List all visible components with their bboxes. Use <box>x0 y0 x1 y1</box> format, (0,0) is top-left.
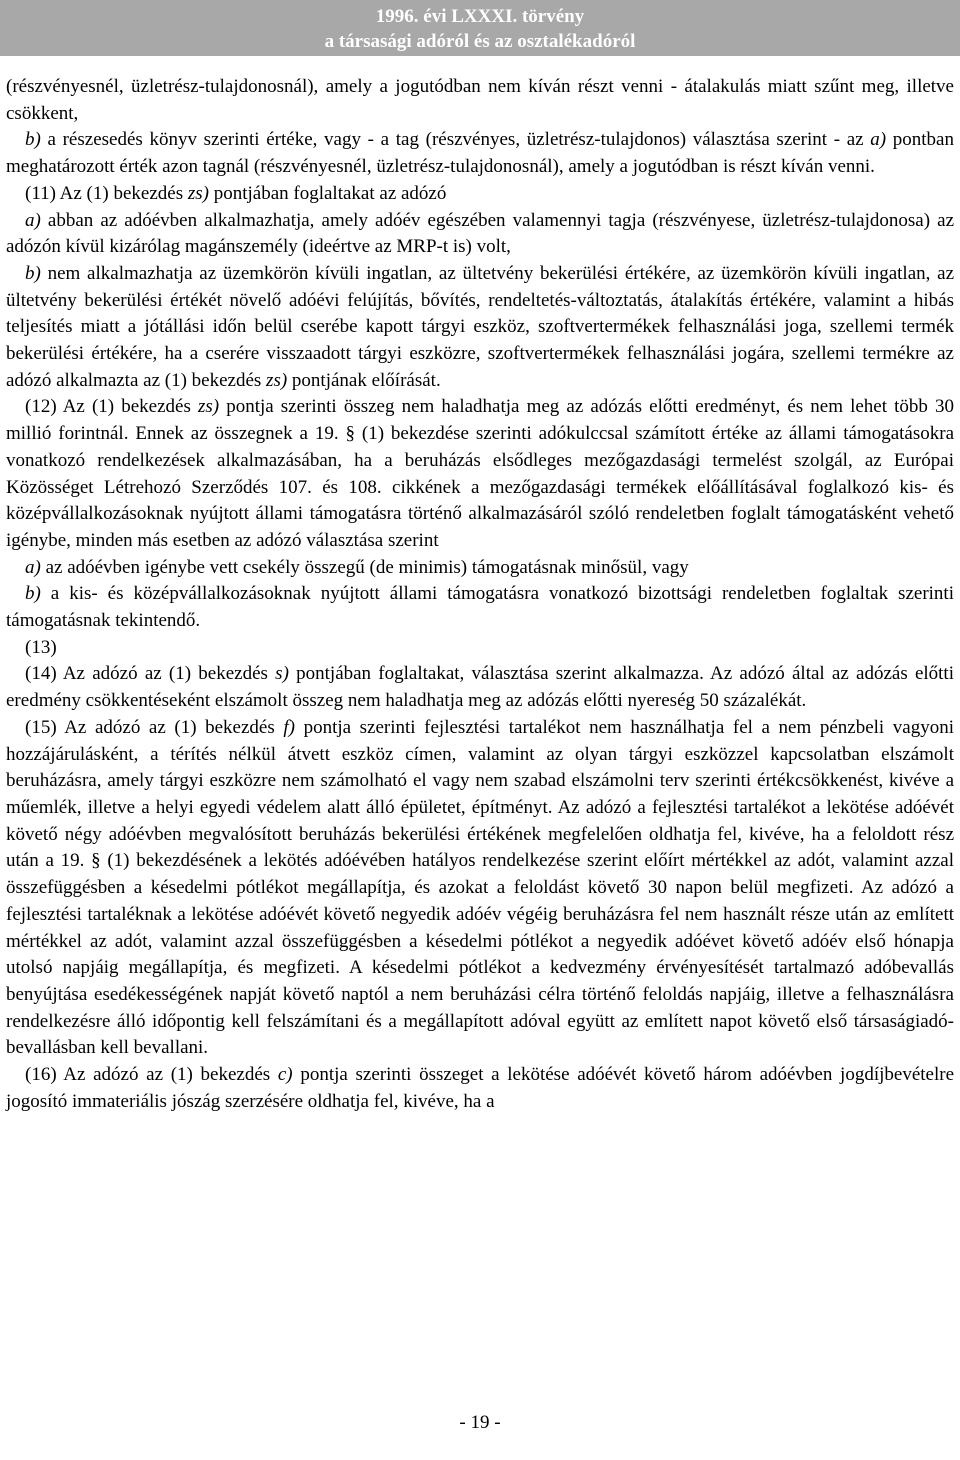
list-label: b) <box>25 262 41 284</box>
paragraph: (14) Az adózó az (1) bekezdés s) pontjában foglaltakat, választása szerint alkalmazza. Az adózó által az adózás előtti eredmény csökkentéseként elszámolt összeg nem haladhatja meg az adózás előtti nyereség 50 százalékát. <box>6 663 954 712</box>
paragraph: (részvényesnél, üzletrész-tulajdonosnál), amely a jogutódban nem kíván részt venni - átalakulás miatt szűnt meg, illetve csökkent, <box>6 76 954 124</box>
page-header <box>0 0 960 56</box>
header-law-subtitle: a társasági adóról és az osztalékadóról <box>324 31 636 52</box>
cross-reference: zs) <box>266 369 288 391</box>
paragraph: b) a kis- és középvállalkozásoknak nyújtott állami támogatásra vonatkozó bizottsági rendeletben foglaltak szerinti támogatásnak tekintendő. <box>6 583 954 632</box>
list-label: a) <box>25 556 41 578</box>
header-law-title: 1996. évi LXXXI. törvény <box>375 6 585 27</box>
cross-reference: zs) <box>197 396 220 418</box>
paragraph: (12) Az (1) bekezdés zs) pontja szerinti összeg nem haladhatja meg az adózás előtti eredményt, és nem lehet több 30 millió forintnál. Ennek az összegnek a 19. § (1) bekezdése szerinti adókulccsal számított értéke az állami támogatásokra vonatkozó rendelkezések alkalmazásában, ha a beruházás elsődleges mezőgazdasági termelést szolgál, az Európai Közösséget Létrehozó Szerződés 107. és 108. cikkének a mezőgazdasági termékek előállításával foglalkozó kis- és középvállalkozásoknak nyújtott állami támogatásra történő alkalmazásáról szóló rendeletben foglalt támogatásként vehető igénybe, minden más esetben az adózó választása szerint <box>6 396 954 551</box>
document-body <box>6 74 954 1115</box>
cross-reference: f) <box>283 716 295 738</box>
cross-reference: c) <box>277 1064 293 1086</box>
list-label: a) <box>25 209 41 231</box>
list-label: b) <box>25 583 41 605</box>
cross-reference: a) <box>870 129 887 151</box>
paragraph: a) az adóévben igénybe vett csekély összegű (de minimis) támogatásnak minősül, vagy <box>25 556 689 578</box>
paragraph: (15) Az adózó az (1) bekezdés f) pontja szerinti fejlesztési tartalékot nem használhatja fel a nem pénzbeli vagyoni hozzájárulásként, a térítés nélkül átvett eszköz címen, valamint az olyan tárgyi eszközzel kapcsolatban elszámolt beruházásra, amely tárgyi eszközre nem számolható el vagy nem szabad elszámolni terv szerinti értékcsökkenést, kivéve a műemlék, illetve a helyi egyedi védelem alatt álló épületet, építményt. Az adózó a fejlesztési tartalékot a lekötése adóévét követő négy adóévben megvalósított beruházás bekerülési értékének megfelelően oldhatja fel, kivéve, ha a feloldott rész után a 19. § (1) bekezdésének a lekötés adóévében hatályos rendelkezése szerint előírt mértékkel az adót, valamint azzal összefüggésben a késedelmi pótlékot megállapítja, és azokat a feloldást követő 30 napon belül megfizeti. Az adózó a fejlesztési tartaléknak a lekötése adóévét követő negyedik adóév végéig beruházásra fel nem használt része után az említett mértékkel az adót, valamint azzal összefüggésben a késedelmi pótlékot a negyedik adóévet követő adóév első hónapja utolsó napjáig megállapítja, és megfizeti. A késedelmi pótlékot a kedvezmény érvényesítését tartalmazó adóbevallás benyújtása esedékességének napját követő naptól a nem beruházási célra történő feloldás napjáig, illetve a felhasználásra rendelkezésre álló időpontig kell felszámítani és a megállapított adóval együtt az említett napot követő első társaságiadó-bevallásban kell bevallani. <box>6 716 955 1059</box>
paragraph: (11) Az (1) bekezdés zs) pontjában foglaltakat az adózó <box>25 182 447 204</box>
page-number: - 19 - <box>459 1412 501 1433</box>
paragraph: (16) Az adózó az (1) bekezdés c) pontja szerinti összeget a lekötése adóévét követő három adóévben jogdíjbevételre jogosító immateriális jószág szerzésére oldhatja fel, kivéve, ha a <box>6 1064 955 1112</box>
paragraph: b) a részesedés könyv szerinti értéke, vagy - a tag (részvényes, üzletrész-tulajdonos) választása szerint - az a) pontban meghatározott érték azon tagnál (részvényesnél, üzletrész-tulajdonosnál), amely a jogutódban is részt kíván venni. <box>6 129 954 178</box>
paragraph: a) abban az adóévben alkalmazhatja, amely adóév egészében valamennyi tagja (részvényese, üzletrész-tulajdonosa) az adózón kívül kizárólag magánszemély (ideértve az MRP-t is) volt, <box>6 209 954 258</box>
cross-reference: s) <box>275 663 289 685</box>
list-label: b) <box>25 129 41 151</box>
paragraph: (13) <box>25 636 57 658</box>
cross-reference: zs) <box>187 182 209 204</box>
paragraph: b) nem alkalmazhatja az üzemkörön kívüli ingatlan, az ültetvény bekerülési értékére, az üzemkörön kívüli ingatlan, az ültetvény bekerülési értékét növelő adóévi felújítás, bővítés, rendeltetés-változtatás, átalakítás értékére, valamint a hibás teljesítés miatt a jótállási időn belül cserébe kapott tárgyi eszköz, szoftvertermékek felhasználási joga, szellemi termék bekerülési értékére, ha a cserére visszaadott tárgyi eszközre, szoftvertermékek felhasználási jogára, szellemi termékre az adózó alkalmazta az (1) bekezdés zs) pontjának előírását. <box>6 262 954 391</box>
